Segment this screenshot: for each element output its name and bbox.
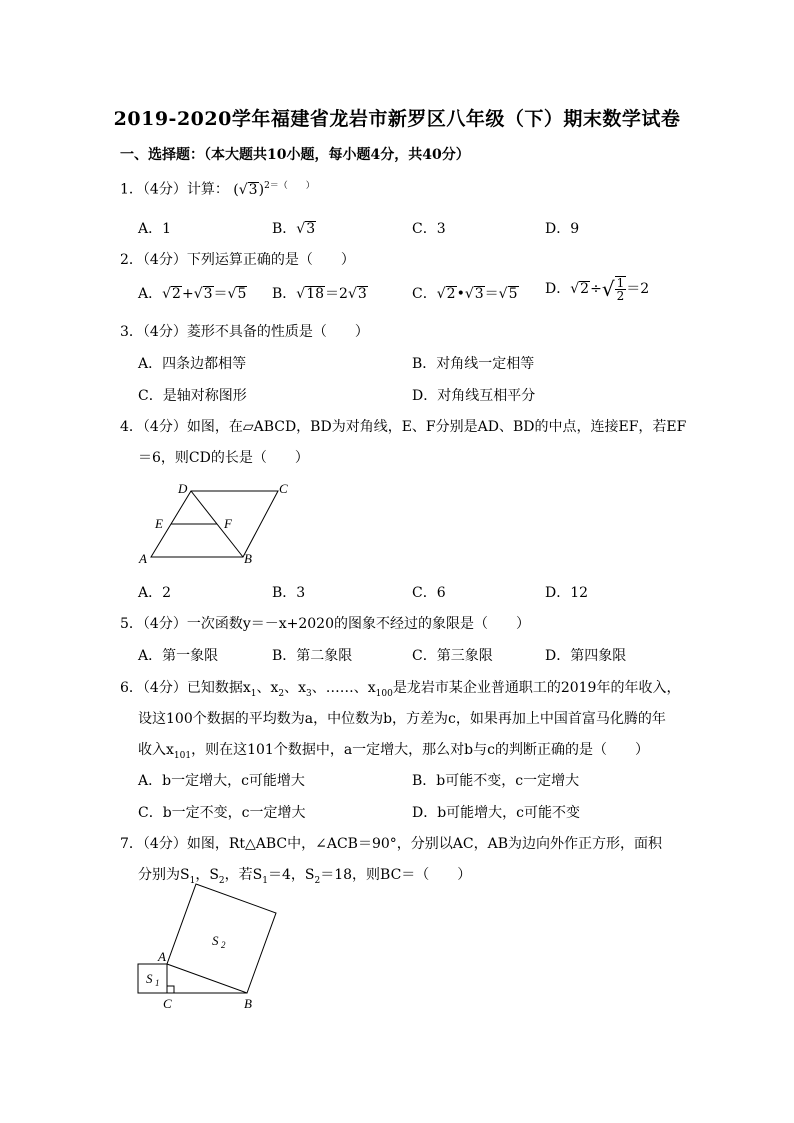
q5-option-c: C．第三象限 xyxy=(412,648,493,664)
q3-option-b: B．对角线一定相等 xyxy=(412,356,535,372)
q1-option-a: A．1 xyxy=(138,221,172,237)
q2a-plus: + xyxy=(181,286,194,302)
label-a: A xyxy=(158,949,166,964)
q6-option-b: B．b可能不变，c一定增大 xyxy=(412,773,580,789)
q2-option-b: B．√18＝2√3 xyxy=(272,286,367,302)
q6-line3-a: 收入x xyxy=(138,742,174,758)
q6-sub-2: 2 xyxy=(278,688,285,699)
q6-option-c: C．b一定不变，c一定增大 xyxy=(138,805,306,821)
q7-sub-1b: 1 xyxy=(262,875,268,886)
q2d-den: 2 xyxy=(616,289,625,303)
q4-option-b: B．3 xyxy=(272,585,306,601)
squares-figure xyxy=(130,882,290,1014)
q7-stem-d: ＝4，S xyxy=(267,867,315,883)
question-5: 5．（4分）一次函数y＝－x+2020的图象不经过的象限是（ ） xyxy=(120,616,530,632)
q2-option-c: C．√2•√3＝√5 xyxy=(412,286,518,302)
q5-option-a: A．第一象限 xyxy=(138,648,219,664)
label-d: D xyxy=(178,481,188,496)
label-s2-sub: 2 xyxy=(221,940,226,950)
q7-sub-1: 1 xyxy=(189,875,196,886)
parallelogram-figure xyxy=(136,478,306,570)
q2-option-d: D．√2÷√ $\frac{1}{2}$ ＝2 xyxy=(545,276,650,303)
label-f: F xyxy=(224,516,232,531)
label-s1-sub: 1 xyxy=(155,978,160,988)
q6-option-d: D．b可能增大，c可能不变 xyxy=(412,805,581,821)
q6-sub-1: 1 xyxy=(250,688,257,699)
q7-stem-a: 分别为S xyxy=(138,867,190,883)
q7-sub-2: 2 xyxy=(218,875,225,886)
q2c-rad2: 3 xyxy=(474,286,484,302)
question-4-line-1: 4．（4分）如图，在▱ABCD，BD为对角线，E、F分别是AD、BD的中点，连接EF，若EF xyxy=(120,419,687,435)
q6-stem-b: 是龙岩市某企业普通职工的2019年的年收入， xyxy=(392,680,681,696)
q2b-rad2: 3 xyxy=(357,286,367,302)
q2d-rad1: 2 xyxy=(580,281,590,297)
question-3: 3．（4分）菱形不具备的性质是（ ） xyxy=(120,324,369,340)
section-heading: 一、选择题：（本大题共10小题，每小题4分，共40分） xyxy=(120,147,470,163)
label-a: A xyxy=(139,551,147,566)
q5-option-b: B．第二象限 xyxy=(272,648,353,664)
question-1 xyxy=(120,178,315,199)
q2c-eq: ＝ xyxy=(484,286,499,302)
q2c-dot: • xyxy=(456,286,465,302)
right-angle-mark xyxy=(167,986,174,993)
label-c: C xyxy=(163,996,172,1011)
q4-option-d: D．12 xyxy=(545,585,589,601)
label-b: B xyxy=(244,996,252,1011)
square-ab xyxy=(167,884,276,993)
q6-sub-100: 100 xyxy=(375,688,393,699)
question-2: 2．（4分）下列运算正确的是（ ） xyxy=(120,252,355,268)
q7-sub-2b: 2 xyxy=(314,875,321,886)
question-6-line-3 xyxy=(138,739,649,761)
q2a-eq: ＝ xyxy=(213,286,228,302)
q2d-eq: ＝2 xyxy=(626,281,650,297)
q6-sep-3: 、……、x xyxy=(311,680,376,696)
question-6-line-2: 设这100个数据的平均数为a，中位数为b，方差为c，如果再加上中国首富马化腾的年 xyxy=(138,711,666,727)
q2-option-b-label: B． xyxy=(272,286,297,302)
q3-option-a: A．四条边都相等 xyxy=(138,356,247,372)
label-b: B xyxy=(244,551,252,566)
q2c-rad3: 5 xyxy=(508,286,518,302)
q1-stem: 1．（4分）计算： xyxy=(120,181,229,198)
q6-sub-101: 101 xyxy=(173,750,192,761)
q7-stem-b: ，S xyxy=(195,867,219,883)
q1-option-d: D．9 xyxy=(545,221,580,237)
q6-option-a: A．b一定增大，c可能增大 xyxy=(138,773,305,789)
q6-line3-b: ，则在这101个数据中，a一定增大，那么对b与c的判断正确的是（ ） xyxy=(191,742,649,758)
q1-option-b: B．√3 xyxy=(272,221,316,237)
q1-tail: 2＝（ ） xyxy=(264,181,315,191)
q2b-eq: ＝2 xyxy=(325,286,348,302)
q6-sep-2: 、x xyxy=(284,680,306,696)
q1-option-b-label: B． xyxy=(272,221,297,237)
question-7-line-1: 7．（4分）如图，Rt△ABC中，∠ACB＝90°，分别以AC，AB为边向外作正方形，面积 xyxy=(120,836,662,852)
q2-option-c-label: C． xyxy=(412,286,437,302)
q1-option-b-radicand: 3 xyxy=(306,221,316,237)
q4-option-c: C．6 xyxy=(412,585,446,601)
label-s2: S xyxy=(212,933,219,948)
q1-radicand: 3 xyxy=(248,181,258,198)
q2b-rad1: 18 xyxy=(306,286,325,302)
q2a-rad3: 5 xyxy=(237,286,247,302)
q7-stem-c: ，若S xyxy=(224,867,263,883)
q2-option-a: A．√2+√3＝√5 xyxy=(138,286,247,302)
q1-expression: (√3) xyxy=(233,181,265,198)
label-c: C xyxy=(279,481,288,496)
q3-option-d: D．对角线互相平分 xyxy=(412,388,536,404)
q3-option-c: C．是轴对称图形 xyxy=(138,388,247,404)
q6-sub-3: 3 xyxy=(306,688,312,699)
q2-option-d-label: D． xyxy=(545,281,571,297)
q2c-rad1: 2 xyxy=(446,286,456,302)
q2d-div: ÷ xyxy=(590,281,602,297)
q1-option-c: C．3 xyxy=(412,221,446,237)
q2d-fraction xyxy=(615,276,627,302)
q6-stem-a: 6．（4分）已知数据x xyxy=(120,680,251,696)
q2d-num: 1 xyxy=(616,276,625,290)
label-s1: S xyxy=(146,971,153,986)
label-e: E xyxy=(155,516,163,531)
question-4-line-2: ＝6，则CD的长是（ ） xyxy=(138,450,309,466)
q2-option-a-label: A． xyxy=(138,286,163,302)
q2a-rad2: 3 xyxy=(203,286,213,302)
page-title: 2019-2020学年福建省龙岩市新罗区八年级（下）期末数学试卷 xyxy=(113,108,681,130)
q6-sep-1: 、x xyxy=(256,680,279,696)
q2a-rad1: 2 xyxy=(172,286,181,302)
q4-option-a: A．2 xyxy=(138,585,172,601)
question-6-line-1 xyxy=(120,677,680,699)
q5-option-d: D．第四象限 xyxy=(545,648,627,664)
q7-stem-e: ＝18，则BC＝（ ） xyxy=(320,867,472,883)
square-ac xyxy=(138,964,167,993)
